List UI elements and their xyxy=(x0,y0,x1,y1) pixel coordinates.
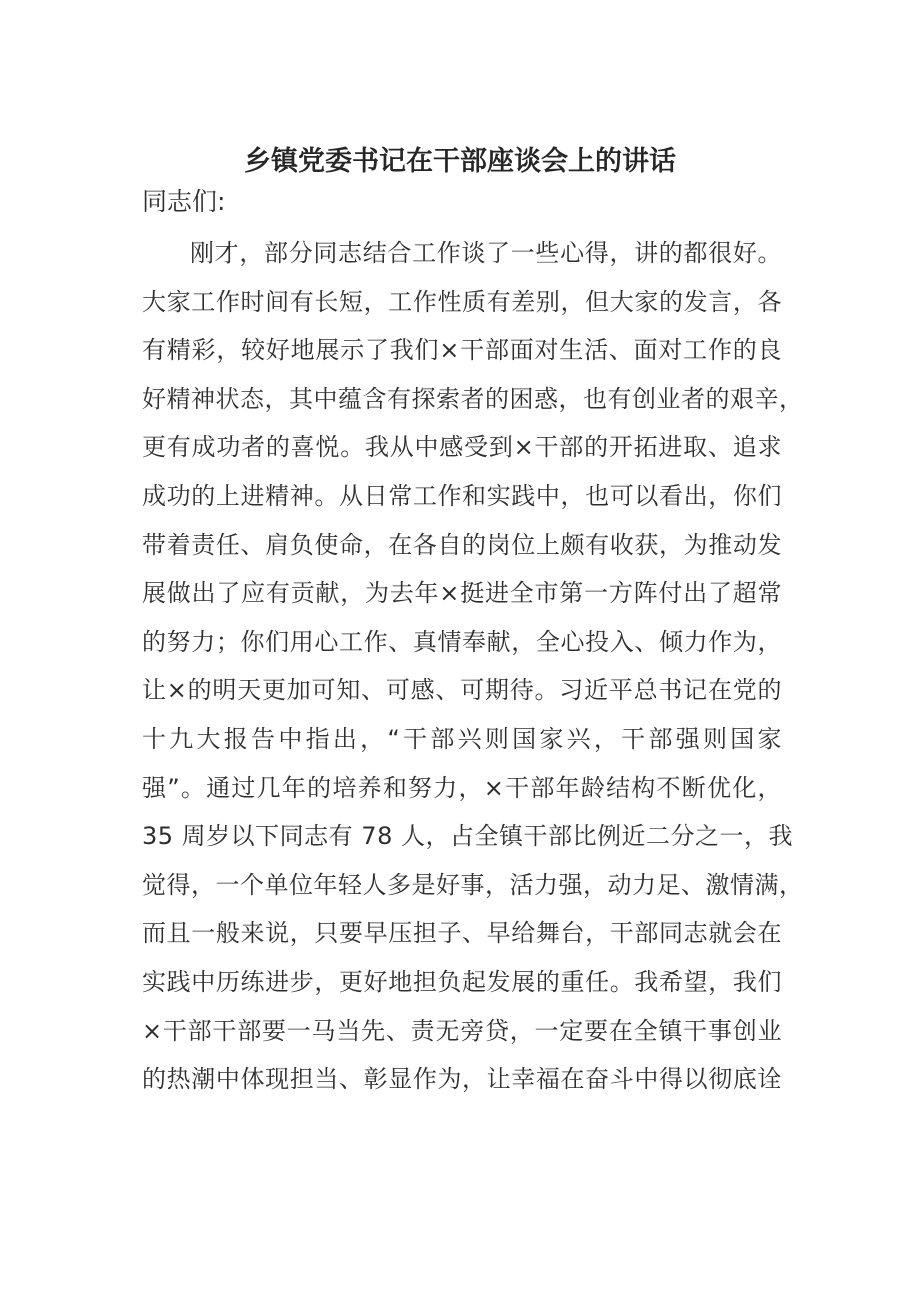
paragraph-line: 有精彩，较好地展示了我们×干部面对生活、面对工作的良 xyxy=(142,336,782,365)
paragraph-line: 十九大报告中指出，“干部兴则国家兴，干部强则国家 xyxy=(142,724,782,753)
paragraph-line: 好精神状态，其中蕴含有探索者的困惑，也有创业者的艰辛， xyxy=(142,384,804,413)
paragraph-line: 的努力；你们用心工作、真情奉献，全心投入、倾力作为， xyxy=(142,627,782,656)
paragraph-line: 的热潮中体现担当、彰显作为，让幸福在奋斗中得以彻底诠 xyxy=(142,1065,782,1094)
salutation: 同志们: xyxy=(142,187,226,216)
paragraph-line: 带着责任、肩负使命，在各自的岗位上颇有收获，为推动发 xyxy=(142,530,782,559)
paragraph-line: 刚才，部分同志结合工作谈了一些心得，讲的都很好。 xyxy=(190,239,782,267)
paragraph-line: 觉得，一个单位年轻人多是好事，活力强，动力足、激情满， xyxy=(142,870,804,899)
paragraph-line: 更有成功者的喜悦。我从中感受到×干部的开拓进取、追求 xyxy=(142,433,782,462)
paragraph-line: 大家工作时间有长短，工作性质有差别，但大家的发言，各 xyxy=(142,287,782,316)
paragraph-line: 展做出了应有贡献，为去年×挺进全市第一方阵付出了超常 xyxy=(142,579,782,608)
paragraph-line: 35 周岁以下同志有 78 人，占全镇干部比例近二分之一，我 xyxy=(142,822,793,851)
paragraph-line: 而且一般来说，只要早压担子、早给舞台，干部同志就会在 xyxy=(142,919,782,948)
paragraph-line: 强”。通过几年的培养和努力，×干部年龄结构不断优化， xyxy=(142,773,782,802)
speech-body xyxy=(142,233,804,1108)
paragraph-line: ×干部干部要一马当先、责无旁贷，一定要在全镇干事创业 xyxy=(142,1016,782,1045)
paragraph-line: 实践中历练进步，更好地担负起发展的重任。我希望，我们 xyxy=(142,967,782,996)
paragraph-line: 成功的上进精神。从日常工作和实践中，也可以看出，你们 xyxy=(142,481,782,510)
paragraph-line: 让×的明天更加可知、可感、可期待。习近平总书记在党的 xyxy=(142,676,782,705)
document-title: 乡镇党委书记在干部座谈会上的讲话 xyxy=(244,146,676,177)
